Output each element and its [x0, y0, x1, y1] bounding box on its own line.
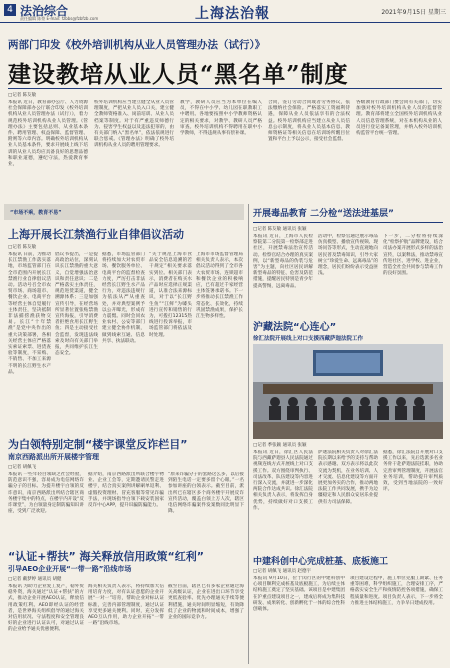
article2-column-4: “关于规范上海市食品安全信息追溯的若干规定”相关要求落实到位。相关部门表示，消费者在购买水产品时应选择正规渠道，认准合法来源标识，对于以“长江野生鱼”“江鲜”为噱头进行宣传和销售的行为，可拨打12315热线进行投诉举报，市场监管部门将依法及时处理。: [149, 252, 192, 338]
section-editor-info: 责任编辑 陈豪 E-mail: fzbbs@fzbfzb.com: [20, 16, 99, 21]
section-number: 4: [4, 4, 16, 16]
right-bottom-byline: □记者 胡佩飞 通讯员 赵德宇: [253, 569, 312, 574]
article4-column-2: 海关相关负责人表示，将持续加大信用培育力度，对有认证意愿的企业开展“一对一”培育，帮助企业对标认证标准，完善内部管理制度，通过认证享受更多通关便利。同时，充分发挥AEO互认作用，助力企业开拓“一带一路”沿线市场。: [88, 584, 164, 627]
newspaper-masthead: 上海法治報: [195, 6, 270, 22]
article4-byline: □记者 戴梦婷 通讯员 胡健: [8, 577, 62, 582]
article4-column-1: 本报讯 为助力企业复工复产，稳外贸稳外资，海关通过“认证+帮扶”的方式，推动企业开展AEO认证，释放信用政策红利。AEO即经认证的经营者，是世界海关组织倡导的通过海关对信用状况、守法程度和安全管理良好的企业进行认证认可，对通过认证的企业给予通关优惠便利。: [8, 584, 84, 633]
lead-column-3: 教学，教研人员应当为本单位在编人员，不得在中小学、幼儿园在职教职工中聘用。各地要按照中小学教师资格认定的相关要求，对教学、教研人员严格审查。校外培训机构不得聘用在职中小学教师，不得违规从事有偿补课。: [180, 100, 262, 137]
right-mid-subhead: 徐汇法院开展线上对口支援西藏萨迦法院工作: [253, 336, 364, 342]
issue-date: 2021年9月15日 星期三: [381, 9, 446, 16]
article4-headline: “认证+帮扶” 海关释放信用政策“红利”: [8, 550, 204, 563]
right-bottom-column-2: 项目建设过程中，施工单位克服工期紧、任务重等困难，科学组织施工，合理安排工序，严格落实安全生产和疫情防控各项措施，确保工程质量和进度。项目负责人表示，下一步将全力推进主体结构施工，力争早日建成投用。: [350, 576, 443, 606]
lead-column-2: 校外培训机构应当建立健全从业人员管理制度，严把从业人员入口关，建立健全教师资格准入、岗前培训、从业人员档案等制度。对于有严重违反师德行为、侵害学生权益以及违法犯罪的，由有关部门纳入“黑名单”，依法依规进行联合惩戒。《管理办法》明确了校外培训机构从业人员的聘用管理要求。: [94, 100, 174, 149]
right-bottom-headline: 中建科创中心完成桩基、底板施工: [253, 557, 389, 567]
article3-column-1: 本报讯 一些年轻白领缺乏社会经验，防范意识不强，容易成为电信网络诈骗分子的目标。为提升楼宇白领的反诈意识，南京西路派出所结合辖区商务楼宇集中的特点，在楼宇内开设“反诈课堂”，为白领量身定制防骗知识讲座，受到广泛欢迎。: [8, 472, 84, 515]
right-top-column-1: 本报讯 近日，上海市人民检察院第二分院第一检察部走进社区，开展禁毒法治宣传活动。检察官结合办理的真实案例，以“新型毒品的伪装与危害”为主题，向社区居民讲解新型毒品的特征、危害及防范措施，提醒居民特别是青少年提高警惕，远离毒品。: [253, 234, 313, 289]
article4-subhead: 引导AEO企业开展“一带一路”沿线市场: [8, 565, 132, 573]
right-mid-headline: 沪藏法院“心连心”: [253, 322, 337, 333]
section-title: 法治综合: [20, 4, 69, 18]
article4-column-3: 截至目前，辖区已有多家企业通过海关高级认证，企业在进出口环节享受更低查验率、优先办理通关手续等便利措施，通关时间明显缩短，有效降低了企业的物流和时间成本，增强了企业的国际竞争力。: [168, 584, 244, 621]
courtroom-video-conference-photo: [253, 344, 443, 439]
article2-byline: □记者 陈友敏: [8, 245, 37, 250]
lead-column-4: 合同，签订劳动合同或者劳务协议，依法缴纳社会保险。严格落实工资福利待遇，保障从业人员依法享有的合法权益。校外培训机构应当建立从业人员信息公示制度，将从业人员基本信息、教师资格证等相关信息在培训场所醒目位置和平台上予以公示，接受社会监督。: [268, 100, 350, 143]
lead-column-1: 本报讯 近日，教育部办公厅、人力资源社会保障部办公厅联合印发《校外培训机构从业人员管理办法（试行）》，着力规范校外培训机构从业人员管理。《管理办法》主要包括总则、从业基本条件、聘用管理、权益保障、监督管理、附则等六章内容。明确校外培训机构从业人员基本条件，要求开展线上线下培训的从业人员均应具备良好的思想品德和职业道德，遵纪守法，热爱教育事业，: [8, 100, 88, 168]
lead-column-5: 各级教育行政部门要会同有关部门，切实加强对校外培训机构从业人员的监督管理。教育部将建立全国校外培训机构从业人员信息管理系统，对在本机构从业的人员进行登记备案管理，并纳入校外培训机构监管平台统一管理。: [356, 100, 442, 137]
right-top-headline: 开展毒品教育 二分检“送法进基层”: [253, 209, 394, 219]
article2-kicker: “市场不乘，教育不易”: [10, 210, 62, 216]
article2-column-3: 据悉，市场监管部门将持续加大对农贸市场、餐饮服务单位、电商平台的监督检查力度，严厉打击非法经营长江野生水产品行为，对违法违规行为依法从严从重查处，并对典型案例予以公开曝光，形成有力震慑。同时会同农业农村、公安等部门建立健全协作机制，做到线索互通、信息共享、执法联动。: [102, 252, 145, 344]
right-bottom-column-1: 本报讯 9月10日，位于闵行区的中建科创中心项目顺利完成桩基及底板施工，为后续主体结构施工奠定了坚实基础。该项目是中建集团在沪重点建设项目之一，建成后将成为集科技研发、成果转化、创新孵化于一体的综合性科创载体。: [253, 576, 345, 613]
right-mid-column-2: 萨迦法院相关负责人对徐汇法院长期以来给予的支持与帮助表示感谢。双方表示将以此次交流为契机，在业务培训、人才交流、信息化建设等方面开展更加务实的合作，推动两地法院工作共同发展，携手为边疆稳定和人民群众安居乐业提供有力司法保障。: [318, 450, 378, 505]
right-mid-column-1: 本报讯 近日，徐汇区人民法院与西藏萨迦县人民法院通过视频连线方式开展线上对口支援工作。双方围绕审判执行、司法改革、队伍建设等内容进行深入交流，并就进一步深化两院合作达成共识。徐汇法院相关负责人表示，将发挥自身优势，持续做好对口支援工作。: [253, 450, 313, 511]
article3-byline: □记者 胡佩飞: [8, 465, 37, 470]
article3-column-3: “原来诈骗分子的套路这么多，以后接到陌生电话一定要多留个心眼。”一名参加讲座的白领表示。截至目前，派出所已在辖区多个商务楼宇开展反诈宣传活动，覆盖白领上万人次，辖区电信网络诈骗案件发案数同比明显下降。: [168, 472, 244, 515]
article3-subhead: 南京西路派出所开展楼宇管理: [8, 453, 99, 461]
lead-kicker: 两部门印发《校外培训机构从业人员管理办法（试行）》: [8, 39, 266, 51]
right-top-column-3: 下一步，二分检将持续深化“检察护航”品牌建设，结合司法办案开展形式多样的法治宣传，以案释法，推动禁毒宣传进社区、进学校、进企业，营造全社会共同参与禁毒工作的良好氛围。: [383, 234, 443, 277]
article2-headline: 上海开展长江禁渔行业自律倡议活动: [8, 228, 184, 241]
lead-headline: 建设教培从业人员“黑名单”制度: [8, 61, 349, 88]
right-top-column-2: 活动中，检察官通过展示毒品仿真模型、播放宣传视频、现场问答等形式，生动直观地向居民普及禁毒知识，引导大家树立“珍爱生命、远离毒品”的理念，居民们纷纷表示受益匪浅。: [318, 234, 378, 277]
column-divider: [248, 204, 249, 664]
article2-column-5: 上海市市场监督管理局相关负责人表示，本次倡议活动得到了全市各大农贸市场、连锁超市和餐饮企业的积极响应，已有超过千家经营主体签署承诺书。下一步将推动长江禁渔工作常态化、长效化，持续巩固禁渔成果，保护长江生物多样性。: [196, 252, 243, 320]
right-mid-column-3: 据悉，徐汇法院自开展对口支援工作以来，先后选派多名业务骨干赴萨迦法院挂职，协助完善审判管理制度，开展法官业务培训，帮助提升审判质效，受到当地法院的一致好评。: [383, 450, 443, 493]
article3-headline: 为白领特别定制“楼宇课堂反诈栏目”: [8, 438, 188, 451]
lead-byline: □记者 陈友敏: [8, 93, 37, 98]
article2-column-1: 本报讯 日前，为推动长江禁渔工作落实落地，市场监管部门在全市范围内开展长江禁渔行业自律倡议活动。活动号召全市农贸市场、商场超市、餐饮企业、电商平台等经营主体自觉履行主体责任，坚决抵制非法捕捞渔获物交易。长江“十年禁渔”是党中央作出的重大决策部署，各相关经营主体应严格落实索证索票、进货查验等制度，不采购、不销售、不加工来源不明的长江野生水产品。: [8, 252, 51, 375]
right-mid-byline: □记者 季张颖 通讯员 张颖: [253, 443, 307, 448]
right-top-rule: [253, 222, 443, 223]
article3-column-2: 据介绍，南京西路派出所联合楼宇物业、企业工会等，定期邀请民警走进楼宇，结合真实案例讲解刷单返利、虚假投资理财、冒充客服等常见诈骗手法，并现场指导白领下载安装国家反诈中心APP，提升识骗防骗能力。: [88, 472, 164, 509]
article2-column-2: 倡议书提出，一是提高政治站位，深刻认识长江禁渔的重大意义，自觉增强法治意识和责任意识；二是严格落实主体责任，规范进货渠道，健全溯源体系；三是加强宣传引导，在经营场所显著位置张贴禁渔宣传海报，引导消费者拒绝食用长江野生鱼；四是主动接受社会监督，发现违法线索及时向有关部门举报，共同维护长江生态安全。: [55, 252, 98, 357]
lead-rule: [8, 88, 442, 89]
page-header: [0, 0, 450, 23]
right-top-byline: □记者 陈友敏 通讯员 张颖: [253, 227, 307, 232]
